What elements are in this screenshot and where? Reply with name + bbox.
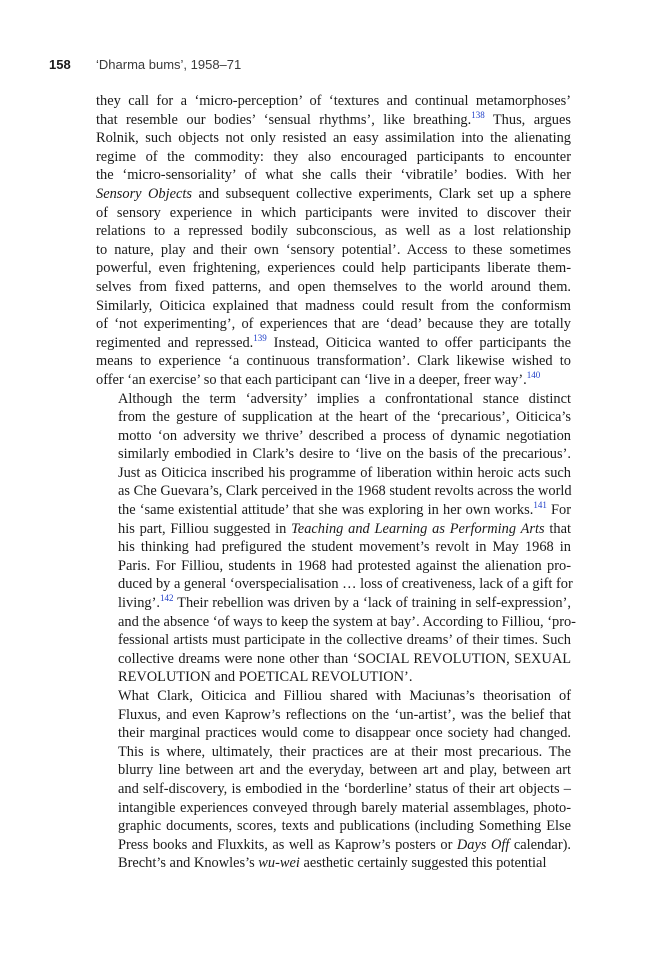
text-line (96, 166, 571, 185)
text-run: fessional artists must participate in the collective dreams’ of their times. Such (118, 632, 571, 649)
paragraph-2 (96, 390, 576, 688)
page-number: 158 (49, 57, 71, 72)
text-line (96, 520, 571, 539)
text-run: Paris. For Filliou, students in 1968 had protested against the alienation pro- (118, 557, 571, 574)
footnote-marker[interactable]: 140 (526, 369, 541, 380)
text-run: of sensory experience in which participants were invited to discover their (96, 204, 571, 221)
text-run: as Che Guevara’s, Clark perceived in the 1968 student revolts across the world (118, 483, 572, 500)
text-run: relations to a repressed bodily subconscious, as well as a lost relationship (96, 223, 571, 240)
text-line (96, 185, 571, 204)
text-run: that resemble our bodies’ ‘sensual rhythms’, like breathing. (96, 111, 472, 128)
text-run: blurry line between art and the everyday, between art and play, between art (118, 762, 571, 779)
text-line (96, 464, 571, 483)
text-line (96, 352, 571, 371)
footnote-marker[interactable]: 139 (253, 332, 267, 343)
italic-title: wu-wei (258, 855, 300, 872)
text-line (96, 371, 571, 390)
text-line (96, 631, 571, 650)
text-line (96, 427, 571, 446)
text-line (96, 538, 571, 557)
text-run: Just as Oiticica inscribed his programme of liberation within heroic acts such (118, 464, 571, 481)
text-line (96, 445, 571, 464)
text-run: similarly embodied in Clark’s desire to ‘live on the basis of the precarious’. (118, 446, 571, 463)
italic-title: Sensory Objects (96, 185, 192, 202)
text-run: This is where, ultimately, their practices are at their most precarious. The (118, 743, 571, 760)
text-line (96, 668, 571, 687)
text-line (96, 687, 571, 706)
italic-title: Days Off (456, 836, 510, 853)
text-run: and subsequent collective experiments, Clark set up a sphere (191, 185, 571, 202)
text-run: the ‘same existential attitude’ that she was exploring in her own works. (118, 502, 534, 519)
text-run: aesthetic certainly suggested this potential (299, 855, 547, 872)
text-line (96, 482, 571, 501)
text-run: his thinking had prefigured the student movement’s revolt in May 1968 in (118, 539, 571, 556)
text-run: Similarly, Oiticica explained that madness could result from the conformism (96, 297, 571, 314)
text-line (96, 92, 571, 111)
paragraph-3 (96, 687, 571, 873)
text-line (96, 706, 571, 725)
text-run: and self-discovery, is embodied in the ‘borderline’ status of their art objects – (118, 780, 571, 797)
text-run: regime of the commodity: they also encouraged participants to encounter (96, 148, 571, 165)
text-run: that (544, 520, 571, 537)
text-run: their marginal practices would come to disappear once society had changed. (118, 725, 571, 742)
running-title: ‘Dharma bums’, 1958–71 (96, 57, 242, 72)
text-run: Press books and Fluxkits, as well as Kaprow’s posters or (118, 836, 457, 853)
text-line (96, 204, 571, 223)
text-line (96, 408, 571, 427)
text-run: For (546, 502, 571, 519)
text-line (96, 129, 571, 148)
text-run: motto ‘on adversity we thrive’ described a process of dynamic negotiation (118, 427, 571, 444)
text-line (96, 241, 571, 260)
text-run: to nature, play and their own ‘sensory potential’. Access to these sometimes (96, 241, 571, 258)
text-run: Brecht’s and Knowles’s (118, 855, 259, 872)
text-run: regimented and repressed. (96, 334, 254, 351)
running-head (49, 57, 241, 72)
text-run: calendar). (509, 836, 572, 853)
text-line (96, 761, 571, 780)
text-run: selves from fixed patterns, and open themselves to the world around them. (96, 278, 571, 295)
text-line (96, 297, 571, 316)
text-line (96, 390, 571, 409)
text-line (96, 259, 571, 278)
text-run: Although the term ‘adversity’ implies a confrontational stance distinct (118, 390, 571, 407)
text-run: living’. (118, 595, 160, 612)
paragraph-1 (96, 92, 571, 390)
text-run: of ‘not experimenting’, of experiences that are ‘dead’ because they are totally (96, 316, 571, 333)
text-run: and the absence ‘of ways to keep the system at bay’. According to Filliou, ‘pro- (118, 613, 576, 630)
text-line (96, 650, 571, 669)
text-run: intangible experiences conveyed through barely material assemblages, photo- (118, 799, 571, 816)
text-line (96, 334, 571, 353)
text-line (96, 575, 571, 594)
text-line (96, 315, 571, 334)
text-line (96, 613, 576, 632)
text-run: his part, Filliou suggested in (118, 520, 292, 537)
text-run: Their rebellion was driven by a ‘lack of training in self-expression’, (173, 595, 571, 612)
text-run: Instead, Oiticica wanted to offer participants the (266, 334, 571, 351)
text-run: they call for a ‘micro-perception’ of ‘textures and continual metamorphoses’ (96, 93, 571, 109)
text-line (96, 836, 571, 855)
text-run: What Clark, Oiticica and Filliou shared with Maciunas’s theorisation of (118, 688, 571, 704)
text-run: collective dreams were none other than ‘SOCIAL REVOLUTION, SEXUAL (118, 650, 571, 667)
text-line (96, 148, 571, 167)
body-text (96, 92, 576, 873)
text-run: powerful, even frightening, experiences could help participants liberate them- (96, 260, 571, 277)
text-run: Thus, argues (484, 111, 571, 128)
text-line (96, 557, 571, 576)
text-run: Rolnik, such objects not only resisted an easy assimilation into the alienating (96, 130, 571, 147)
text-line (96, 278, 571, 297)
text-run: REVOLUTION and POETICAL REVOLUTION’. (118, 669, 413, 686)
text-line (96, 780, 571, 799)
text-run: duced by a general ‘overspecialisation … loss of creativeness, lack of a gift for (118, 576, 573, 593)
text-line (96, 817, 571, 836)
footnote-marker[interactable]: 142 (159, 593, 174, 604)
footnote-marker[interactable]: 138 (471, 109, 485, 120)
italic-title: Teaching and Learning as Performing Arts (291, 520, 545, 537)
text-line (96, 854, 571, 873)
text-line (96, 594, 571, 613)
text-line (96, 222, 571, 241)
text-run: from the gesture of supplication at the heart of the ‘precarious’, Oiticica’s (118, 409, 571, 426)
text-line (96, 743, 571, 762)
text-run: the ‘micro-sensoriality’ of what she calls their ‘vibratile’ bodies. With her (96, 167, 571, 184)
text-line (96, 111, 571, 130)
text-line (96, 799, 571, 818)
text-line (96, 501, 571, 520)
text-run: graphic documents, scores, texts and publications (including Something Else (118, 818, 571, 835)
text-run: Fluxus, and even Kaprow’s reflections on the ‘un-artist’, was the belief that (118, 706, 571, 723)
text-run: means to experience ‘a continuous transformation’. Clark likewise wished to (96, 353, 571, 370)
text-run: offer ‘an exercise’ so that each participant can ‘live in a deeper, freer way’. (96, 371, 527, 388)
text-line (96, 724, 571, 743)
footnote-marker[interactable]: 141 (533, 500, 547, 511)
